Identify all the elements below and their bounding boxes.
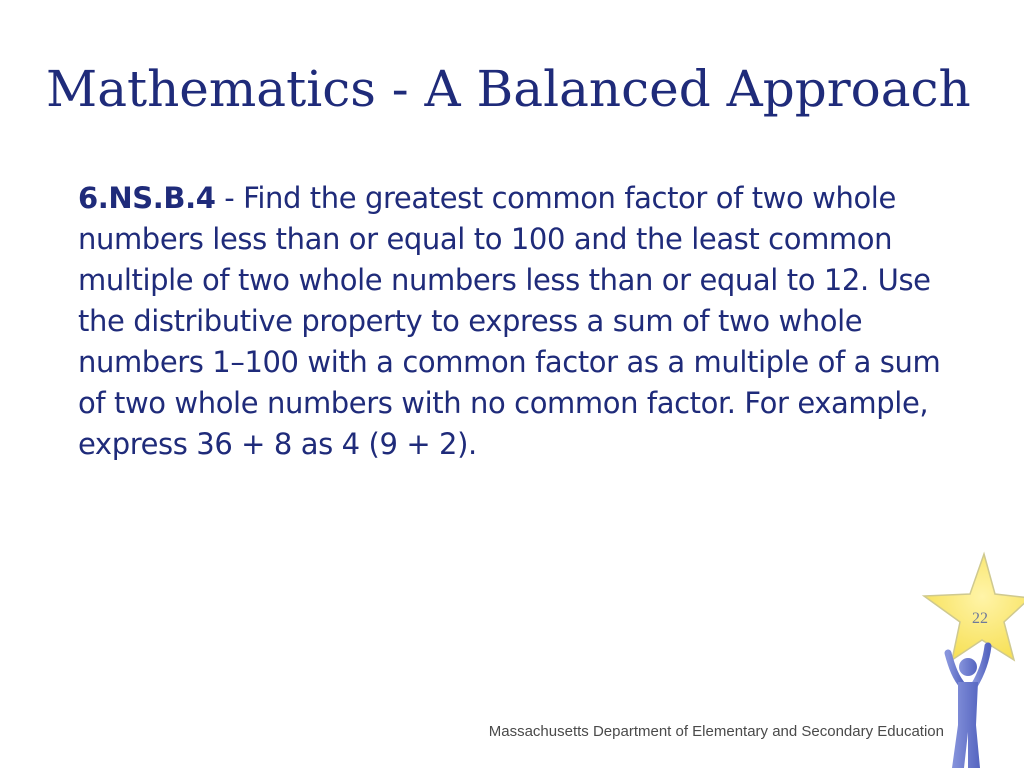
standard-text: - Find the greatest common factor of two whole numbers less than or equal to 100 and the least common multiple of two whole numbers less than or equal to 12. Use the distributive property to express a sum of two whole numbers 1–100 with a common factor as a multiple of a sum of two whole numbers with no common factor. For example, express 36 + 8 as 4 (9 + 2).	[78, 181, 941, 461]
standard-code: 6.NS.B.4	[78, 181, 216, 215]
footer-organization: Massachusetts Department of Elementary and Secondary Education	[488, 723, 944, 740]
figure-body-icon	[952, 682, 980, 768]
standard-description	[78, 178, 948, 465]
page-number: 22	[972, 610, 988, 627]
slide-title: Mathematics - A Balanced Approach	[46, 60, 971, 118]
figure-head-icon	[959, 658, 977, 676]
star-icon	[924, 554, 1024, 660]
